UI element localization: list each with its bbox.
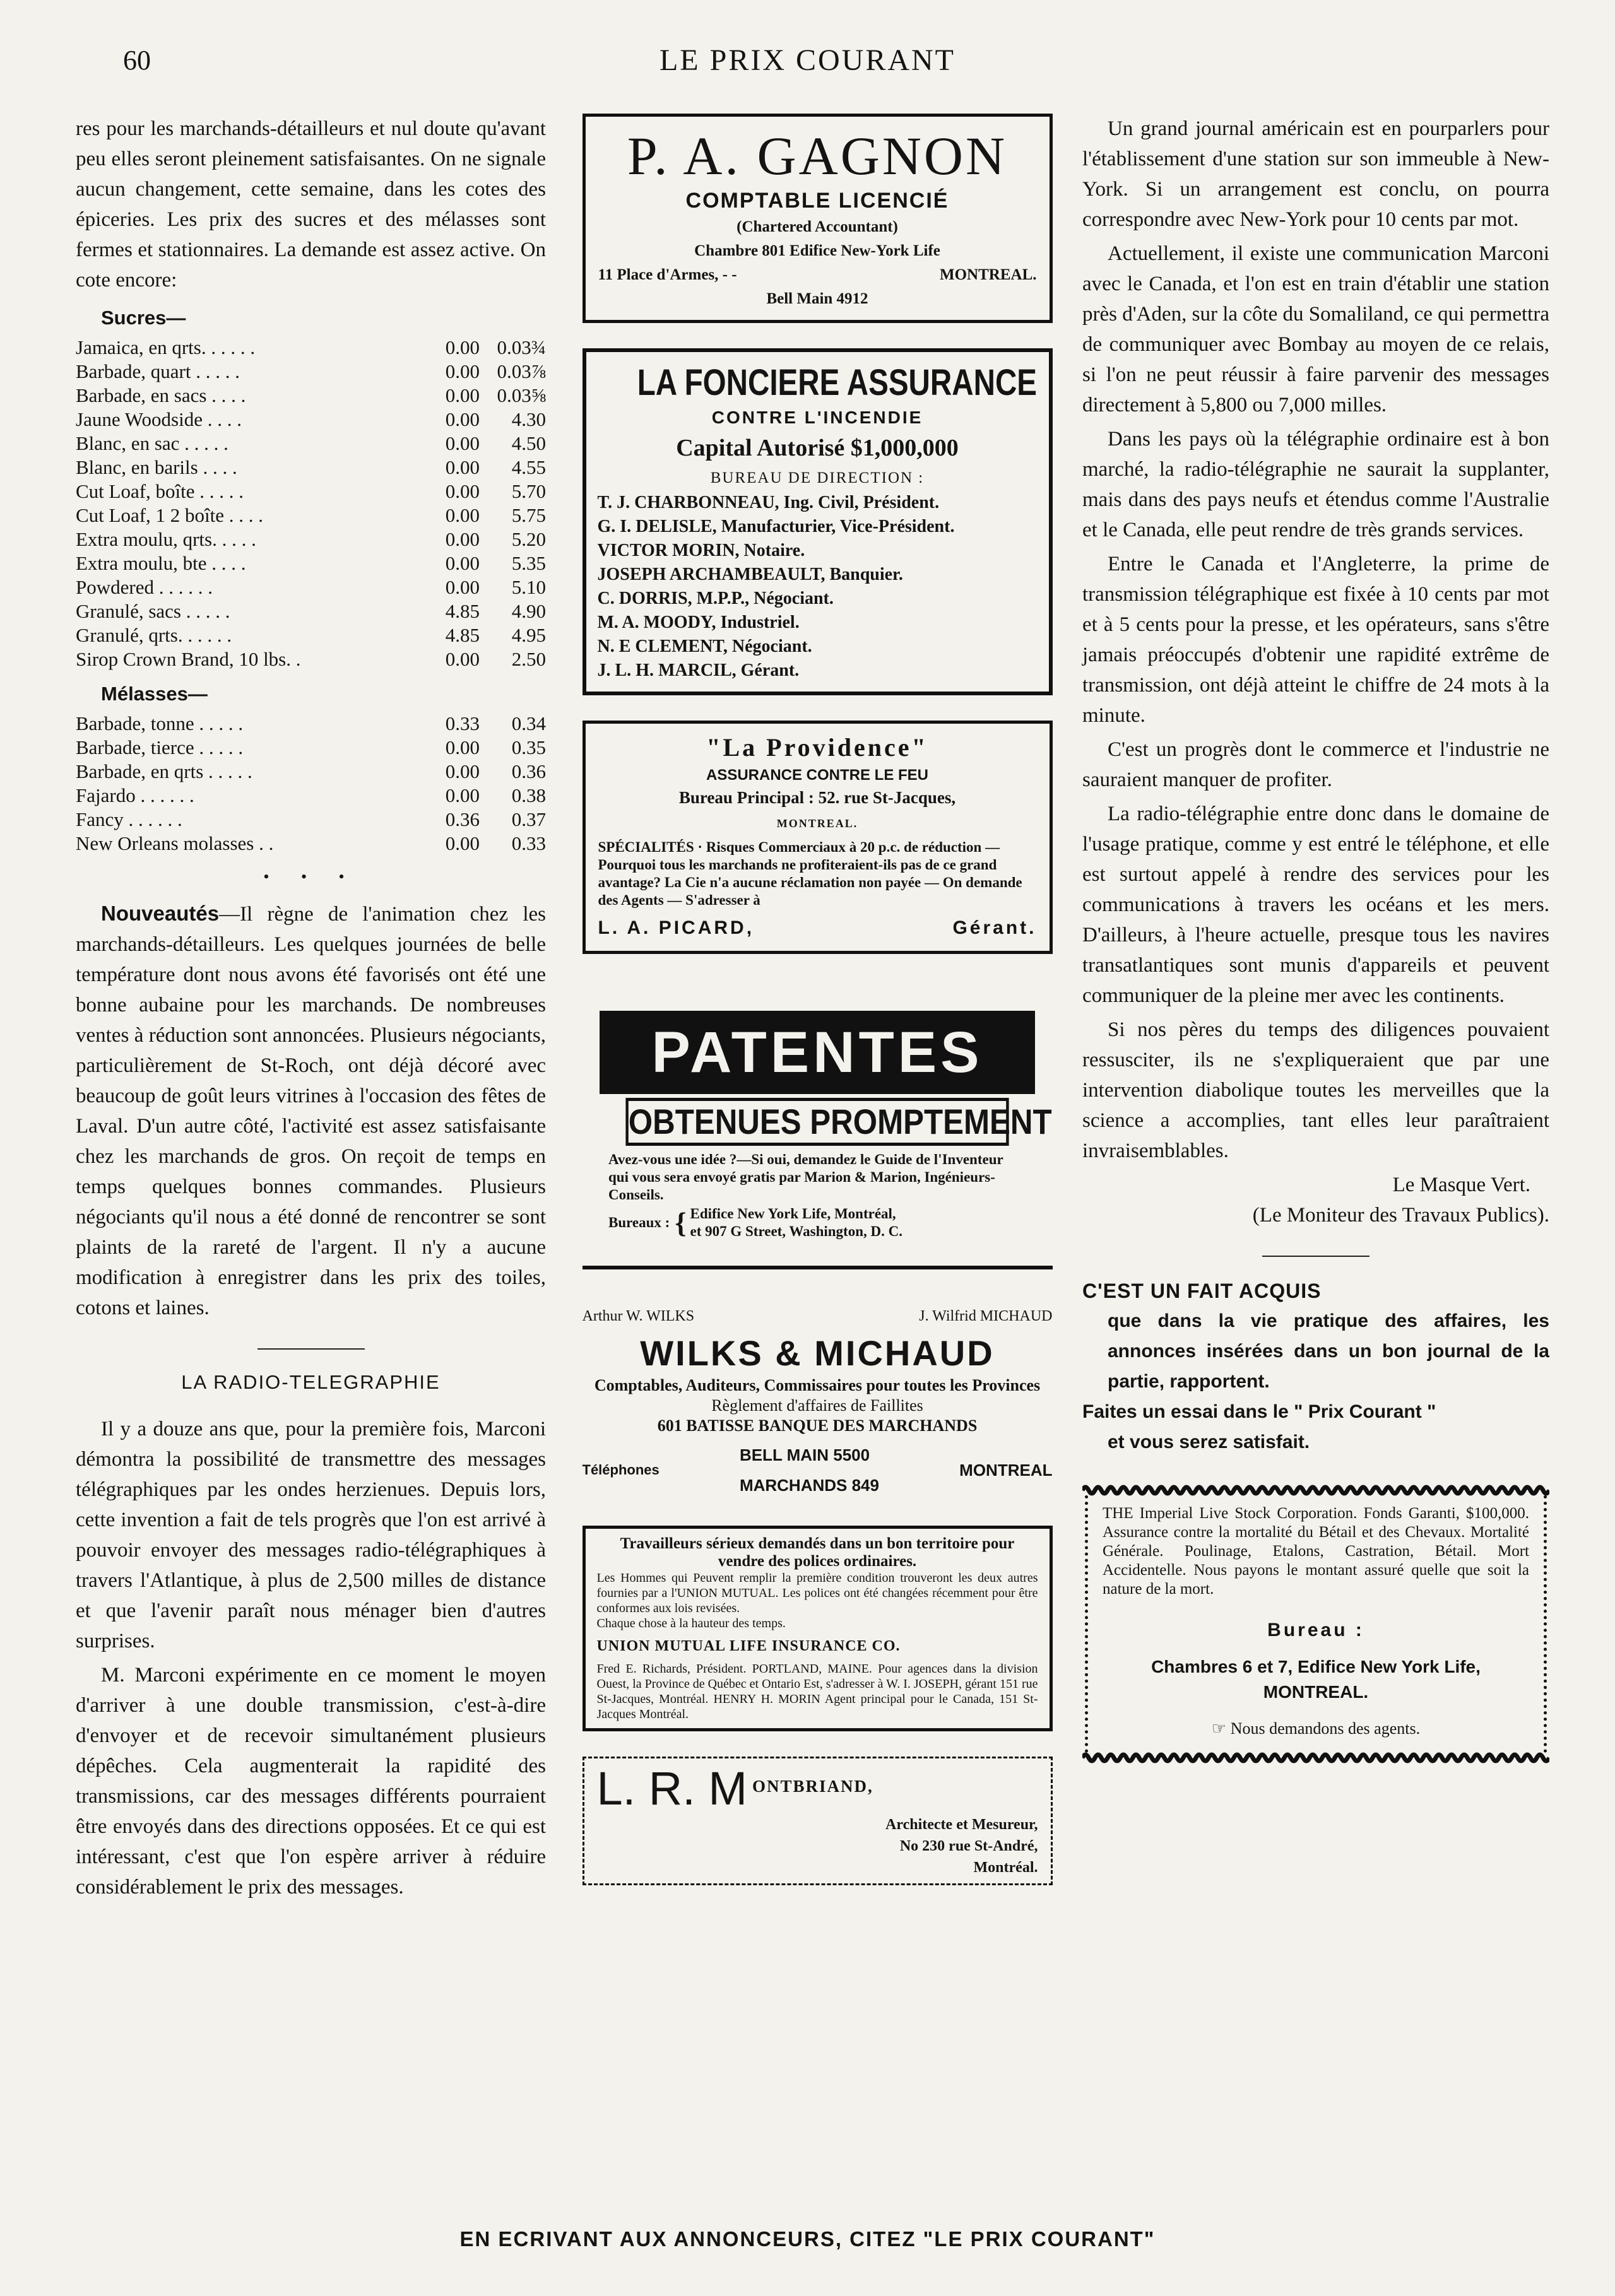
ad-gagnon <box>583 114 1053 323</box>
price-max: 4.50 <box>511 432 546 454</box>
price-name: Fajardo . . . . . . <box>76 784 194 806</box>
union-company: UNION MUTUAL LIFE INSURANCE CO. <box>596 1638 901 1654</box>
price-name: Blanc, en sac . . . . . <box>76 432 228 454</box>
price-max: 4.90 <box>511 600 546 622</box>
price-row <box>76 384 546 408</box>
sucres-table <box>76 336 546 671</box>
ad-fonciere <box>583 348 1053 695</box>
price-max: 0.34 <box>511 712 546 734</box>
wilks-city: MONTREAL <box>959 1461 1053 1480</box>
price-min: 0.00 <box>445 480 480 502</box>
price-max: 5.35 <box>511 552 546 574</box>
price-name: Extra moulu, bte . . . . <box>76 552 246 574</box>
wilks-tel-label: Téléphones <box>582 1462 660 1478</box>
price-name: Barbade, en qrts . . . . . <box>76 760 252 782</box>
montbriand-initials: L. R. M <box>596 1762 747 1815</box>
price-row <box>76 408 546 432</box>
melasses-table <box>76 712 546 856</box>
radio-article-title: LA RADIO-TELEGRAPHIE <box>181 1371 441 1393</box>
melasses-heading: Mélasses— <box>101 683 208 705</box>
price-row <box>76 784 546 808</box>
fonciere-director: VICTOR MORIN, Notaire. <box>597 541 805 560</box>
acquis-title: C'EST UN FAIT ACQUIS <box>1082 1280 1322 1302</box>
fonciere-director: J. L. H. MARCIL, Gérant. <box>597 661 800 680</box>
patentes-address-1: Edifice New York Life, Montréal, <box>690 1206 896 1222</box>
union-head: Travailleurs sérieux demandés dans un bon territoire pour vendre des polices ordinaires. <box>620 1535 1015 1570</box>
price-min: 0.00 <box>445 336 480 358</box>
price-max: 4.55 <box>511 456 546 478</box>
wilks-partner-2: J. Wilfrid MICHAUD <box>919 1308 1053 1324</box>
fonciere-bureau: BUREAU DE DIRECTION : <box>710 469 925 486</box>
fonciere-directors <box>598 491 1038 683</box>
gagnon-city: MONTREAL. <box>940 266 1037 283</box>
acquis-text-1: que dans la vie pratique des affaires, les annonces insérées dans un bon journal de la partie, rapportent. <box>1108 1310 1549 1392</box>
right-column <box>1082 114 1549 1765</box>
price-min: 0.36 <box>445 808 480 830</box>
acquis-divider <box>1262 1256 1369 1257</box>
price-row <box>76 760 546 784</box>
price-row <box>76 647 546 671</box>
gagnon-name: P. A. GAGNON <box>627 126 1008 186</box>
price-row <box>76 456 546 480</box>
fonciere-director: T. J. CHARBONNEAU, Ing. Civil, Président. <box>597 493 940 512</box>
providence-agent-role: Gérant. <box>952 917 1037 938</box>
wilks-tel-1: BELL MAIN 5500 <box>739 1445 870 1464</box>
price-name: Barbade, quart . . . . . <box>76 360 240 382</box>
imperial-address <box>1103 1654 1529 1705</box>
price-row <box>76 551 546 575</box>
montbriand-line-3: Montréal. <box>973 1859 1038 1876</box>
fonciere-sub: CONTRE L'INCENDIE <box>711 408 923 427</box>
wilks-firm: WILKS & MICHAUD <box>640 1333 995 1373</box>
montbriand-name <box>597 1763 1038 1814</box>
price-max: 0.38 <box>511 784 546 806</box>
ad-providence <box>583 721 1053 954</box>
patentes-bureaux <box>600 1204 1035 1240</box>
price-min: 0.00 <box>445 504 480 526</box>
union-body-2: Chaque chose à la hauteur des temps. <box>596 1616 786 1630</box>
price-min: 0.00 <box>445 576 480 598</box>
imperial-bureau: Bureau : <box>1267 1620 1364 1640</box>
price-max: 0.33 <box>511 832 546 854</box>
price-name: Jamaica, en qrts. . . . . . <box>76 336 256 358</box>
patentes-bureaux-label: Bureaux : <box>608 1215 670 1230</box>
price-name: Barbade, en sacs . . . . <box>76 384 246 406</box>
fonciere-director: C. DORRIS, M.P.P., Négociant. <box>597 589 834 608</box>
nouveautes-lead: Nouveautés <box>101 902 220 925</box>
fonciere-director: JOSEPH ARCHAMBEAULT, Banquier. <box>597 565 903 584</box>
price-min: 0.00 <box>445 384 480 406</box>
wilks-line-2: Règlement d'affaires de Faillites <box>711 1396 923 1415</box>
wilks-tel-2: MARCHANDS 849 <box>739 1476 879 1495</box>
patentes-addresses <box>690 1205 902 1240</box>
footer-notice: EN ECRIVANT AUX ANNONCEURS, CITEZ "LE PRIX COURANT" <box>459 2227 1156 2251</box>
price-name: New Orleans molasses . . <box>76 832 274 854</box>
price-row <box>76 599 546 623</box>
price-name: Blanc, en barils . . . . <box>76 456 237 478</box>
price-row <box>76 736 546 760</box>
price-max: 0.03⅞ <box>497 360 546 382</box>
price-name: Extra moulu, qrts. . . . . <box>76 528 256 550</box>
imperial-address-2: MONTREAL. <box>1263 1682 1369 1702</box>
price-name: Powdered . . . . . . <box>76 576 213 598</box>
right-paragraph-1: Un grand journal américain est en pourparlers pour l'établissement d'une station sur son immeuble à New-York. Si un arrangement est conclu, on pourra correspondre avec New-York pour 10 cents par mot. <box>1082 117 1549 231</box>
acquis-text-3: et vous serez satisfait. <box>1108 1432 1310 1452</box>
nouveautes-paragraph <box>76 898 546 1323</box>
providence-body: SPÉCIALITÉS · Risques Commerciaux à 20 p.c. de réduction — Pourquoi tous les marchands ne profiteraient-ils pas de ce grand avantage? La Cie n'a aucune réclamation non payée — On demande des Agents — S'adresser à <box>598 839 1022 908</box>
wave-border-top <box>1082 1483 1549 1498</box>
price-min: 0.00 <box>445 648 480 670</box>
imperial-agents: ☞ Nous demandons des agents. <box>1211 1719 1421 1738</box>
montbriand-line-2: No 230 rue St-André, <box>899 1838 1038 1854</box>
price-min: 0.00 <box>445 736 480 758</box>
wilks-tel-numbers <box>740 1440 879 1500</box>
right-paragraph-7: Si nos pères du temps des diligences pouvaient ressusciter, ils ne s'expliqueraient que par une intervention diabolique toutes les merveilles que la science a accomplies, tant elles leur paraîtraient invraisemblables. <box>1082 1018 1549 1162</box>
price-max: 5.10 <box>511 576 546 598</box>
ad-patentes <box>600 1011 1052 1240</box>
price-name: Granulé, qrts. . . . . . <box>76 624 232 646</box>
union-body-3: Fred E. Richards, Président. PORTLAND, MAINE. Pour agences dans la division Ouest, la Province de Québec et Ontario Est, s'adresser à W. I. JOSEPH, gérant 151 rue St-Jacques, Montréal. HENRY H. MORIN Agent principal pour le Canada, 151 St-Jacques Montréal. <box>596 1662 1038 1721</box>
montbriand-line-1: Architecte et Mesureur, <box>885 1816 1038 1833</box>
article-divider <box>257 1348 365 1350</box>
gagnon-phone: Bell Main 4912 <box>766 290 868 307</box>
price-row <box>76 575 546 599</box>
price-name: Granulé, sacs . . . . . <box>76 600 230 622</box>
wilks-partner-1: Arthur W. WILKS <box>582 1308 695 1324</box>
price-min: 0.00 <box>445 552 480 574</box>
gagnon-title-en: (Chartered Accountant) <box>737 218 898 235</box>
page-number: 60 <box>123 45 151 76</box>
price-min: 0.00 <box>445 408 480 430</box>
right-paragraph-6: La radio-télégraphie entre donc dans le domaine de l'usage pratique, comme y est entré le téléphone, et elle est surtout appelé à rendre des services pour les communications à travers les océans et les mers. D'ailleurs, à l'heure actuelle, presque tous les navires transatlantiques sont munis d'appareils et peuvent communiquer de la pleine mer avec les continents. <box>1082 803 1549 1007</box>
right-paragraph-3: Dans les pays où la télégraphie ordinaire est à bon marché, la radio-télégraphie ne saurait la supplanter, mais dans des pays neufs et étendus comme l'Australie et le Canada, elle peut rendre de très grands services. <box>1082 428 1549 541</box>
fonciere-capital: Capital Autorisé $1,000,000 <box>676 435 959 461</box>
patentes-title: PATENTES <box>600 1011 1035 1094</box>
dotted-border-left <box>1085 1495 1096 1753</box>
acquis-text-2: Faites un essai dans le " Prix Courant " <box>1082 1401 1436 1422</box>
price-row <box>76 712 546 736</box>
montbriand-surname: ONTBRIAND, <box>752 1777 873 1796</box>
price-min: 0.00 <box>445 832 480 854</box>
market-intro: res pour les marchands-détailleurs et nul doute qu'avant peu elles seront pleinement satisfaisantes. On ne signale aucun changement, cette semaine, dans les cotes des épiceries. Les prix des sucres et des mélasses sont fermes et stationnaires. La demande est assez active. On cote encore: <box>76 117 546 291</box>
price-max: 0.36 <box>511 760 546 782</box>
price-row <box>76 360 546 384</box>
providence-signature <box>598 913 1037 943</box>
radio-paragraph-2: M. Marconi expérimente en ce moment le moyen d'arriver à une double transmission, c'est-à-dire d'envoyer et de recevoir simultanément plusieurs dépêches. Cela augmenterait la rapidité des transmissions, car des messages différents pourraient être envoyés dans des directions opposées. Et ce qui est intéressant, c'est que l'on espère arriver à réduire considérablement le prix des messages. <box>76 1664 546 1899</box>
dotted-border-right <box>1536 1495 1547 1753</box>
providence-city: MONTREAL. <box>776 817 858 830</box>
wave-border-bottom <box>1082 1750 1549 1765</box>
price-row <box>76 623 546 647</box>
ad-union-mutual <box>583 1526 1053 1731</box>
price-min: 4.85 <box>445 624 480 646</box>
fonciere-director: N. E CLEMENT, Négociant. <box>597 637 812 656</box>
price-name: Fancy . . . . . . <box>76 808 182 830</box>
price-row <box>76 503 546 527</box>
right-paragraph-5: C'est un progrès dont le commerce et l'industrie ne sauraient manquer de profiter. <box>1082 738 1549 791</box>
price-row <box>76 336 546 360</box>
price-max: 5.20 <box>511 528 546 550</box>
providence-office: Bureau Principal : 52. rue St-Jacques, <box>678 788 956 807</box>
imperial-body: THE Imperial Live Stock Corporation. Fonds Garanti, $100,000. Assurance contre la mortalité du Bétail et des Chevaux. Mortalité Générale. Poulinage, Etalons, Castration, Bétail. Mort Accidentelle. Nous payons le montant assuré quelle que soit la nature de la mort. <box>1103 1505 1529 1598</box>
price-min: 0.00 <box>445 760 480 782</box>
patentes-body: Avez-vous une idée ?—Si oui, demandez le Guide de l'Inventeur qui vous sera envoyé gratis par Marion & Marion, Ingénieurs-Conseils. <box>608 1151 1003 1203</box>
fonciere-director: G. I. DELISLE, Manufacturier, Vice-Président. <box>597 517 955 536</box>
price-max: 5.70 <box>511 480 546 502</box>
price-name: Barbade, tonne . . . . . <box>76 712 244 734</box>
nouveautes-text: —Il règne de l'animation chez les marchands-détailleurs. Les quelques journées de belle température dont nous avons été favorisés ont été une bonne aubaine pour les marchands. De nombreuses ventes à réduction sont annoncées. Plusieurs négociants, particulièrement de St-Roch, ont déjà décoré avec beaucoup de goût leurs vitrines à l'occasion des fêtes de Laval. D'un autre côté, l'activité est assez satisfaisante chez les marchands de gros. On reçoit de temps en temps quelques bonnes commandes. Plusieurs négociants qu'il nous a été donné de rencontrer se sont plaints de la rareté de l'argent. Il n'y a aucune modification à enregistrer dans les prix des toiles, cotons et laines. <box>76 903 546 1319</box>
price-row <box>76 480 546 503</box>
price-max: 0.03¾ <box>497 336 546 358</box>
montbriand-details <box>597 1814 1038 1878</box>
left-column <box>76 114 546 1906</box>
price-name: Sirop Crown Brand, 10 lbs. . <box>76 648 301 670</box>
ad-montbriand <box>583 1757 1053 1885</box>
journal-title: LE PRIX COURANT <box>659 44 955 77</box>
price-max: 2.50 <box>511 648 546 670</box>
right-paragraph-4: Entre le Canada et l'Angleterre, la prime de transmission télégraphique est fixée à 10 cents par mot et à 5 cents pour la presse, et les opérateurs, sans s'être jamais préoccupés d'obtenir une rapidité extrême de transmission, ont déjà atteint le chiffre de 24 mots à la minute. <box>1082 553 1549 727</box>
price-max: 0.03⅝ <box>497 384 546 406</box>
wilks-telephones <box>583 1440 1053 1500</box>
price-row <box>76 432 546 456</box>
providence-sub: ASSURANCE CONTRE LE FEU <box>706 767 929 784</box>
gagnon-office: Chambre 801 Edifice New-York Life <box>694 242 940 259</box>
wilks-line-3: 601 BATISSE BANQUE DES MARCHANDS <box>657 1416 978 1435</box>
fonciere-director: M. A. MOODY, Industriel. <box>597 613 800 632</box>
price-max: 0.37 <box>511 808 546 830</box>
gagnon-title: COMPTABLE LICENCIÉ <box>685 189 949 213</box>
price-min: 0.33 <box>445 712 480 734</box>
fonciere-name: LA FONCIERE ASSURANCE <box>637 362 1037 403</box>
ad-imperial-livestock <box>1082 1483 1549 1765</box>
price-max: 5.75 <box>511 504 546 526</box>
radio-paragraph-1: Il y a douze ans que, pour la première fois, Marconi démontra la possibilité de transmettre des messages télégraphiques par les ondes herzienues. Depuis lors, cette invention a fait de tels progrès que l'on est arrivé à pouvoir envoyer des messages radio-télégraphiques à travers l'Atlantique, à plus de 2,500 milles de distance et que l'avenir paraît nous ménager bien d'autres surprises. <box>76 1418 546 1652</box>
ads-column <box>574 114 1060 1910</box>
right-paragraph-2: Actuellement, il existe une communication Marconi avec le Canada, et l'on est en train d'établir une station près d'Aden, sur la côte du Somaliland, ce qui permettra de communiquer avec Bombay au moyen de ce relais, si l'on ne peut réussir à faire parvenir des messages directement à 5,800 ou 7,000 milles. <box>1082 242 1549 416</box>
patentes-subtitle: OBTENUES PROMPTEMENT <box>625 1098 1009 1146</box>
price-name: Jaune Woodside . . . . <box>76 408 242 430</box>
union-body-1: Les Hommes qui Peuvent remplir la première condition trouveront les deux autres fournies par a l'UNION MUTUAL. Les polices ont été changées récemment pour être conformes aux lois revisées. <box>596 1571 1038 1615</box>
price-max: 0.35 <box>511 736 546 758</box>
ad-wilks-michaud <box>583 1301 1053 1500</box>
price-min: 0.00 <box>445 784 480 806</box>
wilks-partners <box>583 1301 1053 1331</box>
imperial-address-1: Chambres 6 et 7, Edifice New York Life, <box>1151 1657 1481 1676</box>
article-source: (Le Moniteur des Travaux Publics). <box>1252 1204 1549 1227</box>
price-max: 4.30 <box>511 408 546 430</box>
brace-icon: { <box>675 1206 687 1239</box>
heavy-rule <box>583 1266 1053 1269</box>
price-row <box>76 832 546 856</box>
price-min: 0.00 <box>445 432 480 454</box>
wilks-line-1: Comptables, Auditeurs, Commissaires pour toutes les Provinces <box>594 1376 1041 1394</box>
price-max: 4.95 <box>511 624 546 646</box>
providence-agent: L. A. PICARD, <box>598 917 755 938</box>
price-name: Barbade, tierce . . . . . <box>76 736 244 758</box>
section-separator: • • • <box>263 868 358 886</box>
price-name: Cut Loaf, 1 2 boîte . . . . <box>76 504 264 526</box>
gagnon-address <box>598 263 1037 287</box>
patentes-address-2: et 907 G Street, Washington, D. C. <box>690 1223 902 1239</box>
price-min: 0.00 <box>445 360 480 382</box>
price-min: 0.00 <box>445 528 480 550</box>
running-head <box>0 38 1615 82</box>
gagnon-street: 11 Place d'Armes, - - <box>598 266 737 283</box>
providence-name: "La Providence" <box>706 733 928 762</box>
article-signature: Le Masque Vert. <box>1392 1174 1530 1196</box>
price-row <box>76 527 546 551</box>
price-min: 4.85 <box>445 600 480 622</box>
price-name: Cut Loaf, boîte . . . . . <box>76 480 244 502</box>
price-row <box>76 808 546 832</box>
sucres-heading: Sucres— <box>101 307 186 329</box>
price-min: 0.00 <box>445 456 480 478</box>
